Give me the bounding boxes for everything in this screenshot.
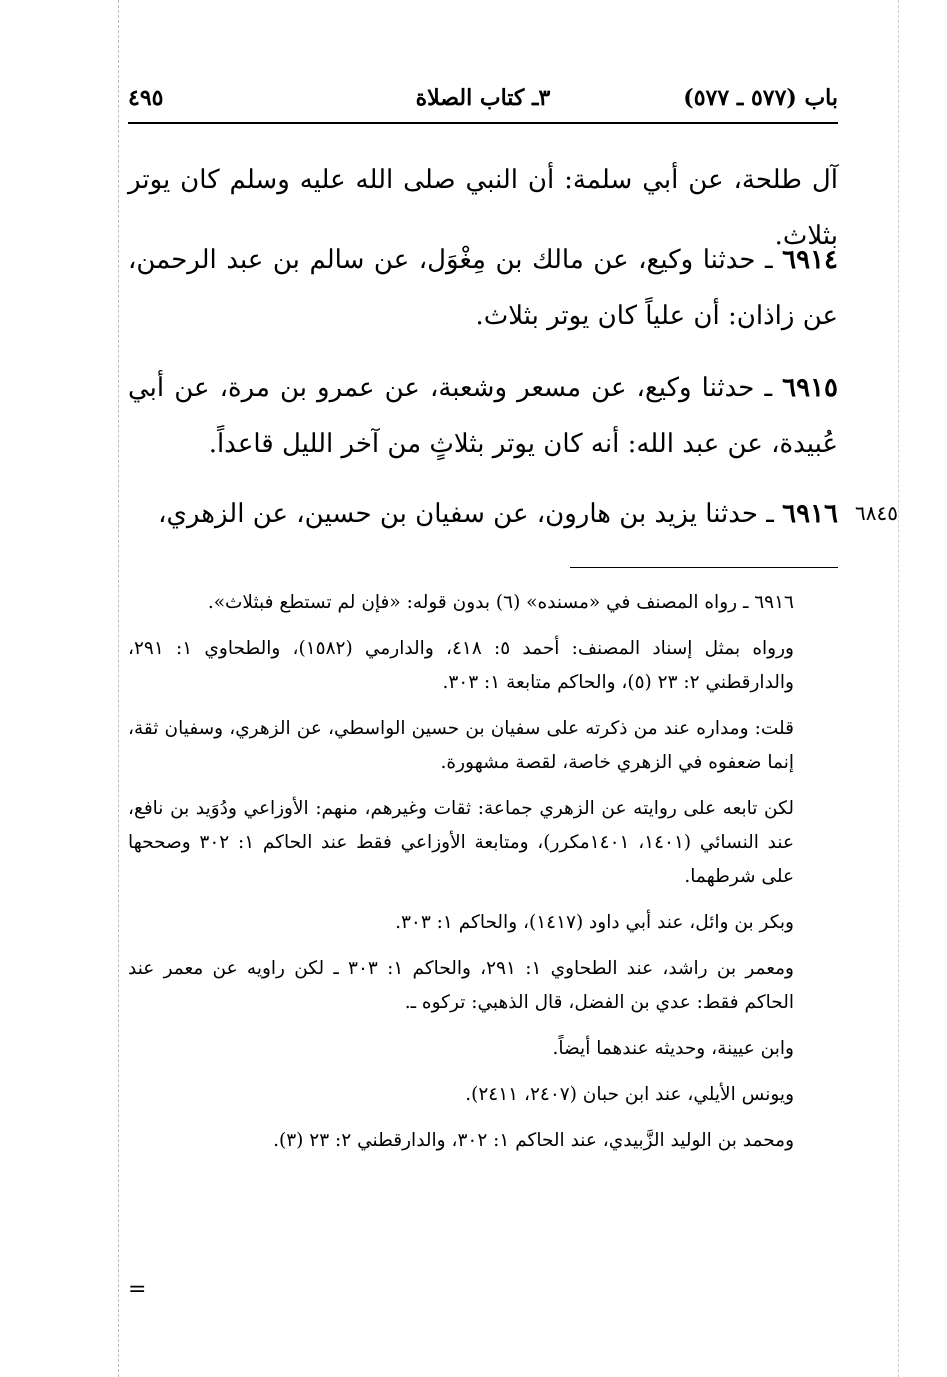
- page-header: [128, 82, 838, 118]
- left-scan-edge: [118, 0, 119, 1377]
- footnote-paragraph: ومحمد بن الوليد الزَّبيدي، عند الحاكم ١: ٣٠٢، والدارقطني ٢: ٢٣ (٣).: [273, 1130, 794, 1151]
- hadith-text: ـ حدثنا يزيد بن هارون، عن سفيان بن حسين، عن الزهري،: [158, 499, 783, 529]
- hadith-6915: [128, 360, 838, 472]
- footnote-paragraph: لكن تابعه على روايته عن الزهري جماعة: ثقات وغيرهم، منهم: الأوزاعي ودُوَيد بن نافع، عند النسائي (١٤٠١، ١٤٠١مكرر)، ومتابعة الأوزاعي فقط عند الحاكم ١: ٣٠٢ وصححها على شرطهما.: [128, 798, 794, 887]
- footnote-paragraph: قلت: ومداره عند من ذكرته على سفيان بن حسين الواسطي، عن الزهري، وسفيان ثقة، إنما ضعفوه في الزهري خاصة، لقصة مشهورة.: [128, 718, 794, 773]
- paragraph-1-text: آل طلحة، عن أبي سلمة: أن النبي صلى الله عليه وسلم كان يوتر بثلاث.: [128, 165, 838, 251]
- hadith-text: ـ حدثنا وكيع، عن مالك بن مِغْوَل، عن سالم بن عبد الرحمن، عن زاذان: أن علياً كان يوتر بثلاث.: [128, 245, 838, 331]
- hadith-text: ـ حدثنا وكيع، عن مسعر وشعبة، عن عمرو بن مرة، عن أبي عُبيدة، عن عبد الله: أنه كان يوتر بثلاثٍ من آخر الليل قاعداً.: [128, 373, 838, 459]
- margin-number: ٦٨٤٥: [855, 501, 898, 525]
- page-number: ٤٩٥: [128, 85, 164, 111]
- footnote-paragraph: ويونس الأيلي، عند ابن حبان (٢٤٠٧، ٢٤١١).: [465, 1084, 794, 1105]
- footnotes: [128, 586, 838, 1170]
- continuation-mark: =: [128, 1277, 147, 1302]
- right-scan-edge: [898, 0, 899, 1377]
- footnote-paragraph: وبكر بن وائل، عند أبي داود (١٤١٧)، والحاكم ١: ٣٠٣.: [395, 912, 794, 933]
- hadith-number: ٦٩١٤: [782, 245, 838, 275]
- footnote-paragraph: ومعمر بن راشد، عند الطحاوي ١: ٢٩١، والحاكم ١: ٣٠٣ ـ لكن راويه عن معمر عند الحاكم فقط: عدي بن الفضل، قال الذهبي: تركوه ـ.: [128, 958, 794, 1013]
- hadith-number: ٦٩١٥: [782, 373, 838, 403]
- footnote-paragraph: وابن عيينة، وحديثه عندهما أيضاً.: [552, 1038, 794, 1059]
- book-title: ٣ـ كتاب الصلاة: [415, 85, 551, 111]
- footnote-separator: [570, 567, 838, 568]
- hadith-number: ٦٩١٦: [782, 499, 838, 529]
- hadith-6916: [128, 486, 838, 542]
- hadith-6914: [128, 232, 838, 344]
- chapter-reference: باب (٥٧٧ ـ ٥٧٧): [683, 85, 838, 111]
- footnote-paragraph: ٦٩١٦ ـ رواه المصنف في «مسنده» (٦) بدون قوله: «فإن لم تستطع فبثلاث».: [207, 592, 794, 613]
- header-rule: [128, 122, 838, 124]
- footnote-paragraph: ورواه بمثل إسناد المصنف: أحمد ٥: ٤١٨، والدارمي (١٥٨٢)، والطحاوي ١: ٢٩١، والدارقطني ٢: ٢٣ (٥)، والحاكم متابعة ١: ٣٠٣.: [128, 638, 794, 693]
